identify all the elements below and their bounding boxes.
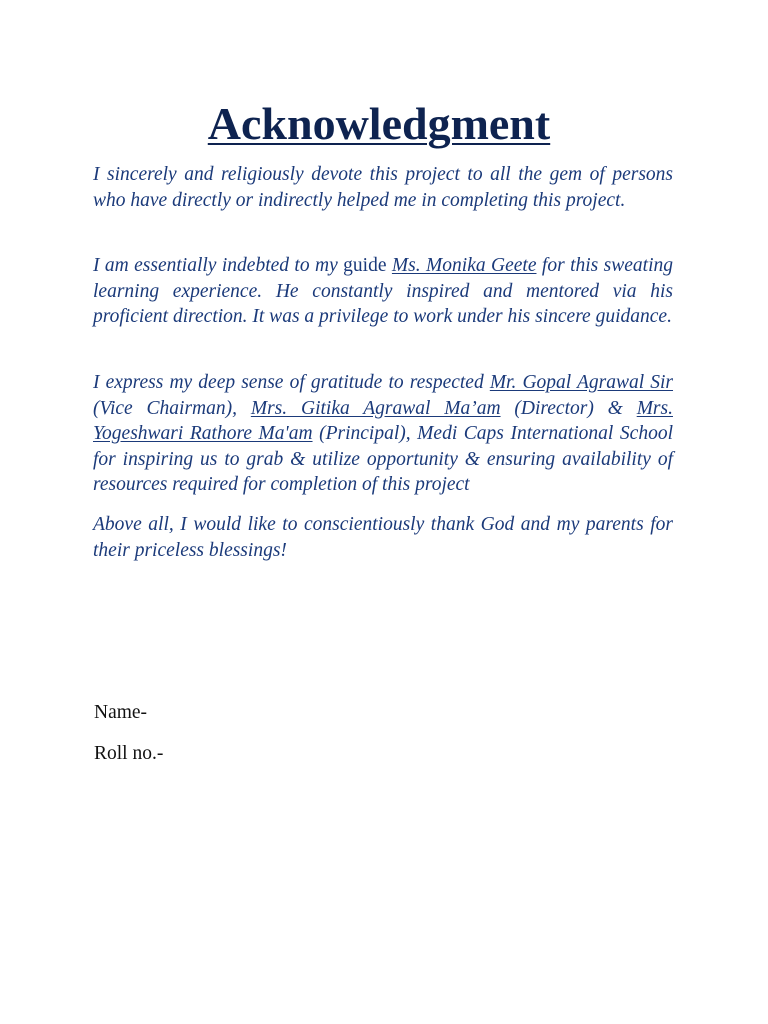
closing-text: Above all, I would like to conscientiously thank God and my parents for their priceless blessings!: [93, 514, 673, 561]
vice-chairman-role: (Vice Chairman),: [93, 397, 251, 419]
page-title: Acknowledgment: [207, 98, 551, 149]
guide-name: Ms. Monika Geete: [391, 255, 537, 276]
name-label: Name-: [94, 702, 148, 723]
paragraph-closing: [93, 512, 673, 563]
paragraph-dedication: [93, 162, 673, 213]
paragraph-guide: [93, 253, 673, 330]
guide-intro-text: I am essentially indebted to my: [93, 255, 344, 276]
principal-name: Mrs. Yogeshwari Rathore Ma'am: [93, 397, 673, 444]
vice-chairman-name: Mr. Gopal Agrawal Sir: [489, 372, 674, 393]
director-name: Mrs. Gitika Agrawal Ma’am: [250, 397, 501, 419]
guide-word: guide: [343, 255, 387, 276]
director-role: (Director) &: [500, 397, 637, 419]
dedication-text: I sincerely and religiously devote this project to all the gem of persons who have directly or indirectly helped me in completing this project.: [93, 164, 673, 211]
guide-outro-text: for this sweating learning experience. He constantly inspired and mentored via his proficient direction. It was a privilege to work under his sincere guidance.: [93, 255, 673, 327]
principal-role-and-school: (Principal), Medi Caps International School for inspiring us to grab & utilize opportunity & ensuring availability of resources required for completion of this project: [93, 423, 673, 495]
gratitude-intro-text: I express my deep sense of gratitude to respected: [93, 372, 490, 393]
paragraph-gratitude: [93, 370, 673, 498]
roll-number-label: Roll no.-: [94, 743, 164, 764]
